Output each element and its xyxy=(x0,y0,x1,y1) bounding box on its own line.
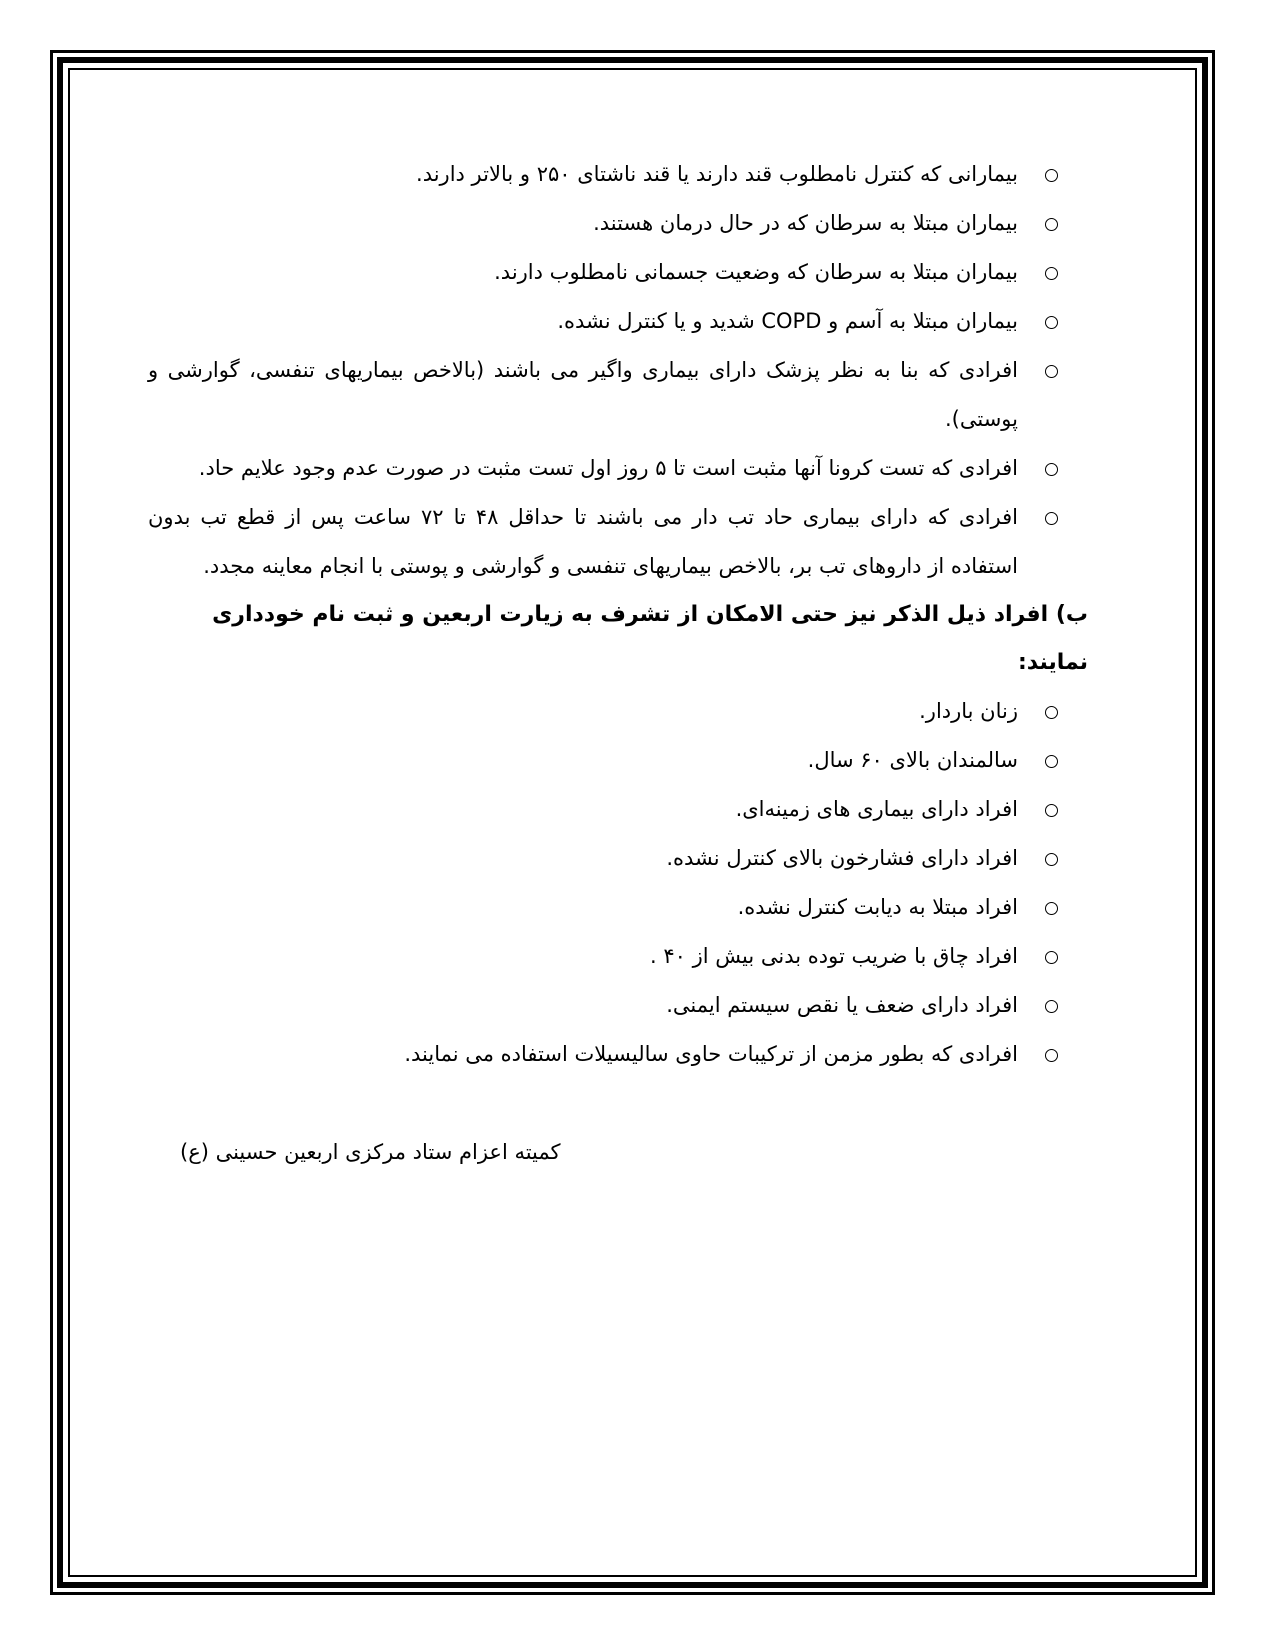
circle-bullet-icon xyxy=(1045,248,1058,297)
circle-bullet-icon xyxy=(1045,346,1058,395)
circle-bullet-icon xyxy=(1045,1030,1058,1079)
circle-bullet-icon xyxy=(1045,932,1058,981)
list-item: سالمندان بالای ۶۰ سال. xyxy=(148,736,1018,785)
list-item: افراد دارای بیماری های زمینه‌ای. xyxy=(148,785,1018,834)
list-item: افراد چاق با ضریب توده بدنی بیش از ۴۰ . xyxy=(148,932,1018,981)
circle-bullet-icon xyxy=(1045,150,1058,199)
list-item: زنان باردار. xyxy=(148,687,1018,736)
circle-bullet-icon xyxy=(1045,785,1058,834)
list-item: بیمارانی که کنترل نامطلوب قند دارند یا قند ناشتای ۲۵۰ و بالاتر دارند. xyxy=(148,150,1018,199)
list-item: بیماران مبتلا به سرطان که در حال درمان هستند. xyxy=(148,199,1018,248)
list-item: افرادی که تست کرونا آنها مثبت است تا ۵ روز اول تست مثبت در صورت عدم وجود علایم حاد. xyxy=(148,444,1018,493)
circle-bullet-icon xyxy=(1045,981,1058,1030)
list-b xyxy=(148,687,1088,1079)
list-item: افراد مبتلا به دیابت کنترل نشده. xyxy=(148,883,1018,932)
signature: کمیته اعزام ستاد مرکزی اربعین حسینی (ع) xyxy=(180,1140,561,1164)
list-item: بیماران مبتلا به آسم و COPD شدید و یا کنترل نشده. xyxy=(148,297,1018,346)
list-item: افرادی که بنا به نظر پزشک دارای بیماری واگیر می باشند (بالاخص بیماریهای تنفسی، گوارشی و پوستی). xyxy=(148,346,1018,444)
section-b-heading: ب) افراد ذیل الذکر نیز حتی الامکان از تشرف به زیارت اربعین و ثبت نام خودداری نمایند: xyxy=(212,602,1088,675)
circle-bullet-icon xyxy=(1045,444,1058,493)
circle-bullet-icon xyxy=(1045,493,1058,542)
list-item: افراد دارای فشارخون بالای کنترل نشده. xyxy=(148,834,1018,883)
list-item: افرادی که دارای بیماری حاد تب دار می باشند تا حداقل ۴۸ تا ۷۲ ساعت پس از قطع تب بدون استفاده از داروهای تب بر، بالاخص بیماریهای تنفسی و گوارشی و پوستی با انجام معاینه مجدد. xyxy=(148,493,1018,591)
circle-bullet-icon xyxy=(1045,297,1058,346)
list-item: افراد دارای ضعف یا نقص سیستم ایمنی. xyxy=(148,981,1018,1030)
list-item: بیماران مبتلا به سرطان که وضعیت جسمانی نامطلوب دارند. xyxy=(148,248,1018,297)
list-item: افرادی که بطور مزمن از ترکیبات حاوی سالیسیلات استفاده می نمایند. xyxy=(148,1030,1018,1079)
document-body xyxy=(148,150,1088,1079)
circle-bullet-icon xyxy=(1045,736,1058,785)
circle-bullet-icon xyxy=(1045,834,1058,883)
list-a xyxy=(148,150,1088,591)
circle-bullet-icon xyxy=(1045,883,1058,932)
circle-bullet-icon xyxy=(1045,199,1058,248)
circle-bullet-icon xyxy=(1045,687,1058,736)
